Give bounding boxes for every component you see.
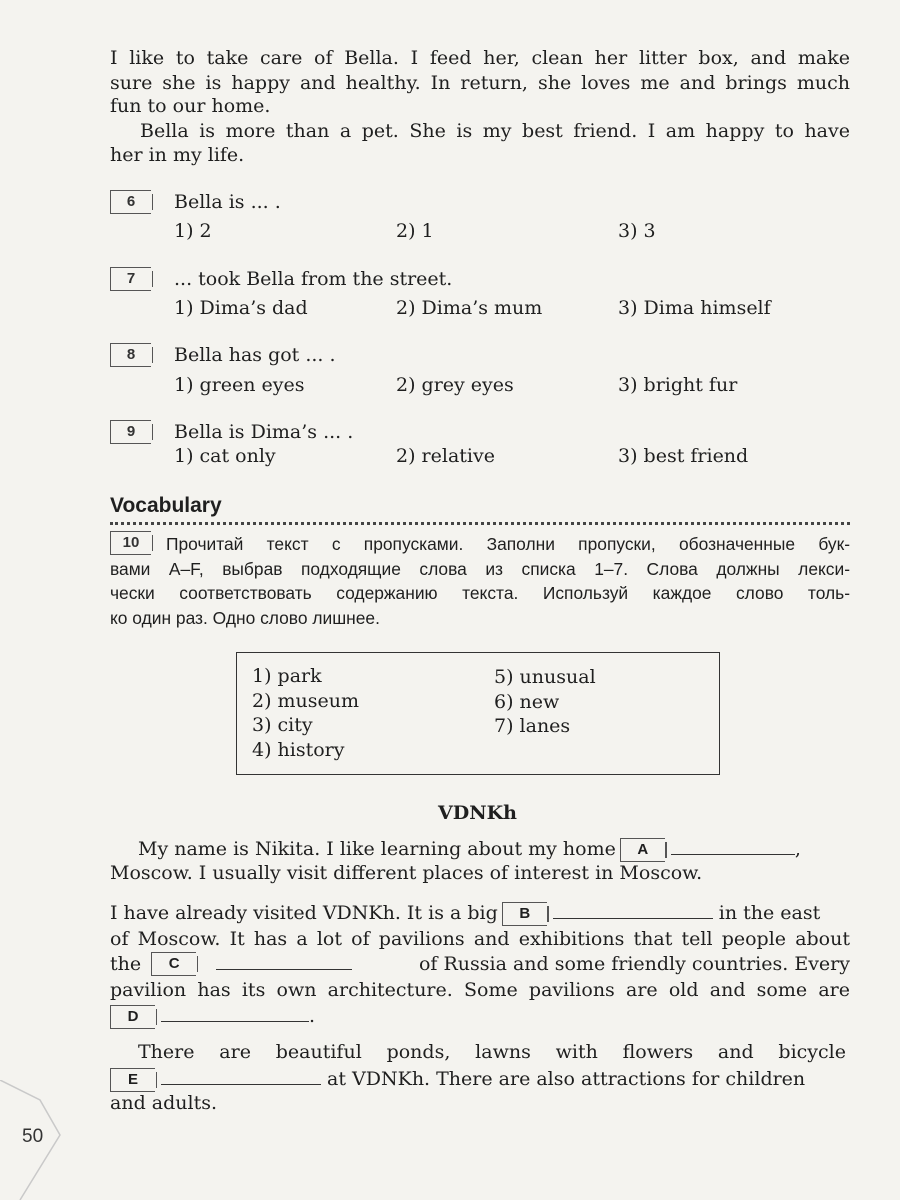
question-stem: Bella is ... . bbox=[174, 191, 281, 213]
text-line bbox=[110, 1068, 805, 1092]
instruction-line: ко один раз. Одно слово лишнее. bbox=[110, 607, 380, 628]
question-number: 6 bbox=[110, 190, 151, 214]
text-segment: . bbox=[309, 1005, 316, 1027]
answer-blank-C[interactable] bbox=[216, 968, 352, 970]
answer-option-3[interactable]: 3) best friend bbox=[618, 445, 749, 467]
question-number: 9 bbox=[110, 420, 151, 444]
answer-option-2[interactable]: 2) grey eyes bbox=[396, 374, 514, 396]
text-line: of Moscow. It has a lot of pavilions and exhibitions that tell people about bbox=[110, 928, 850, 950]
instruction-line: вами A–F, выбрав подходящие слова из списка 1–7. Слова должны лекси- bbox=[110, 558, 850, 579]
text-line: Bella is more than a pet. She is my best friend. I am happy to have bbox=[140, 120, 850, 142]
section-heading: Vocabulary bbox=[110, 494, 222, 517]
text-line: fun to our home. bbox=[110, 95, 271, 117]
text-line bbox=[138, 838, 801, 862]
answer-blank-B[interactable] bbox=[553, 917, 713, 919]
question-number: 8 bbox=[110, 343, 151, 367]
instruction-line: Прочитай текст с пропусками. Заполни пропуски, обозначенные бук- bbox=[166, 534, 850, 554]
text-segment: in the east bbox=[718, 902, 821, 924]
gap-label-B: B bbox=[502, 902, 547, 926]
task-number: 10 bbox=[110, 531, 151, 555]
gap-label-E: E bbox=[110, 1068, 155, 1092]
question-stem: Bella is Dima’s ... . bbox=[174, 421, 354, 443]
word-item: 3) city bbox=[252, 714, 313, 736]
text-line: There are beautiful ponds, lawns with flowers and bicycle bbox=[138, 1041, 846, 1063]
answer-option-2[interactable]: 2) Dima’s mum bbox=[396, 297, 543, 319]
text-line: Moscow. I usually visit different places of interest in Moscow. bbox=[110, 862, 703, 884]
answer-option-1[interactable]: 1) 2 bbox=[174, 220, 212, 242]
question-stem: Bella has got ... . bbox=[174, 344, 336, 366]
text-segment: I have already visited VDNKh. It is a big bbox=[110, 902, 498, 924]
reading-paragraph-2 bbox=[140, 119, 850, 144]
text-line bbox=[110, 902, 820, 926]
gap-label-C: C bbox=[151, 952, 196, 976]
text-line bbox=[110, 952, 850, 976]
answer-option-1[interactable]: 1) Dima’s dad bbox=[174, 297, 308, 319]
answer-option-1[interactable]: 1) green eyes bbox=[174, 374, 305, 396]
text-segment: of Russia and some friendly countries. Every bbox=[418, 953, 850, 975]
text-segment: at VDNKh. There are also attractions for children bbox=[327, 1068, 806, 1090]
word-item: 7) lanes bbox=[494, 715, 571, 737]
instruction-line: чески соответствовать содержанию текста. Используй каждое слово толь- bbox=[110, 583, 850, 603]
text-title: VDNKh bbox=[438, 802, 517, 824]
word-item: 1) park bbox=[252, 665, 322, 687]
text-segment: the bbox=[110, 953, 142, 975]
word-item: 4) history bbox=[252, 738, 345, 761]
word-item: 2) museum bbox=[252, 689, 360, 712]
text-line: and adults. bbox=[110, 1092, 217, 1114]
text-segment: My name is Nikita. I like learning about my home bbox=[138, 838, 616, 860]
text-line: her in my life. bbox=[110, 144, 245, 166]
text-segment: , bbox=[794, 838, 801, 860]
answer-option-3[interactable]: 3) bright fur bbox=[618, 374, 738, 396]
dotted-divider bbox=[110, 522, 850, 525]
answer-blank-E[interactable] bbox=[161, 1083, 321, 1085]
word-item: 5) unusual bbox=[494, 666, 596, 688]
answer-option-3[interactable]: 3) 3 bbox=[618, 220, 656, 242]
answer-option-3[interactable]: 3) Dima himself bbox=[618, 297, 771, 319]
question-stem: ... took Bella from the street. bbox=[174, 268, 453, 290]
answer-blank-A[interactable] bbox=[671, 853, 795, 855]
page-number: 50 bbox=[22, 1126, 44, 1147]
question-number: 7 bbox=[110, 267, 151, 291]
text-line: sure she is happy and healthy. In return, she loves me and brings much bbox=[110, 71, 850, 94]
word-list-left bbox=[252, 664, 359, 762]
text-line: I like to take care of Bella. I feed her, clean her litter box, and make bbox=[110, 47, 850, 69]
word-list-right bbox=[494, 665, 596, 739]
answer-blank-D[interactable] bbox=[161, 1020, 309, 1022]
text-line bbox=[110, 1005, 315, 1029]
reading-paragraph-1 bbox=[110, 46, 850, 95]
word-item: 6) new bbox=[494, 690, 560, 713]
gap-label-D: D bbox=[110, 1005, 155, 1029]
gap-label-A: A bbox=[620, 838, 665, 862]
answer-option-2[interactable]: 2) 1 bbox=[396, 220, 434, 242]
text-line: pavilion has its own architecture. Some pavilions are old and some are bbox=[110, 979, 850, 1001]
task-instructions bbox=[110, 532, 850, 630]
answer-option-1[interactable]: 1) cat only bbox=[174, 445, 276, 467]
answer-option-2[interactable]: 2) relative bbox=[396, 445, 495, 467]
